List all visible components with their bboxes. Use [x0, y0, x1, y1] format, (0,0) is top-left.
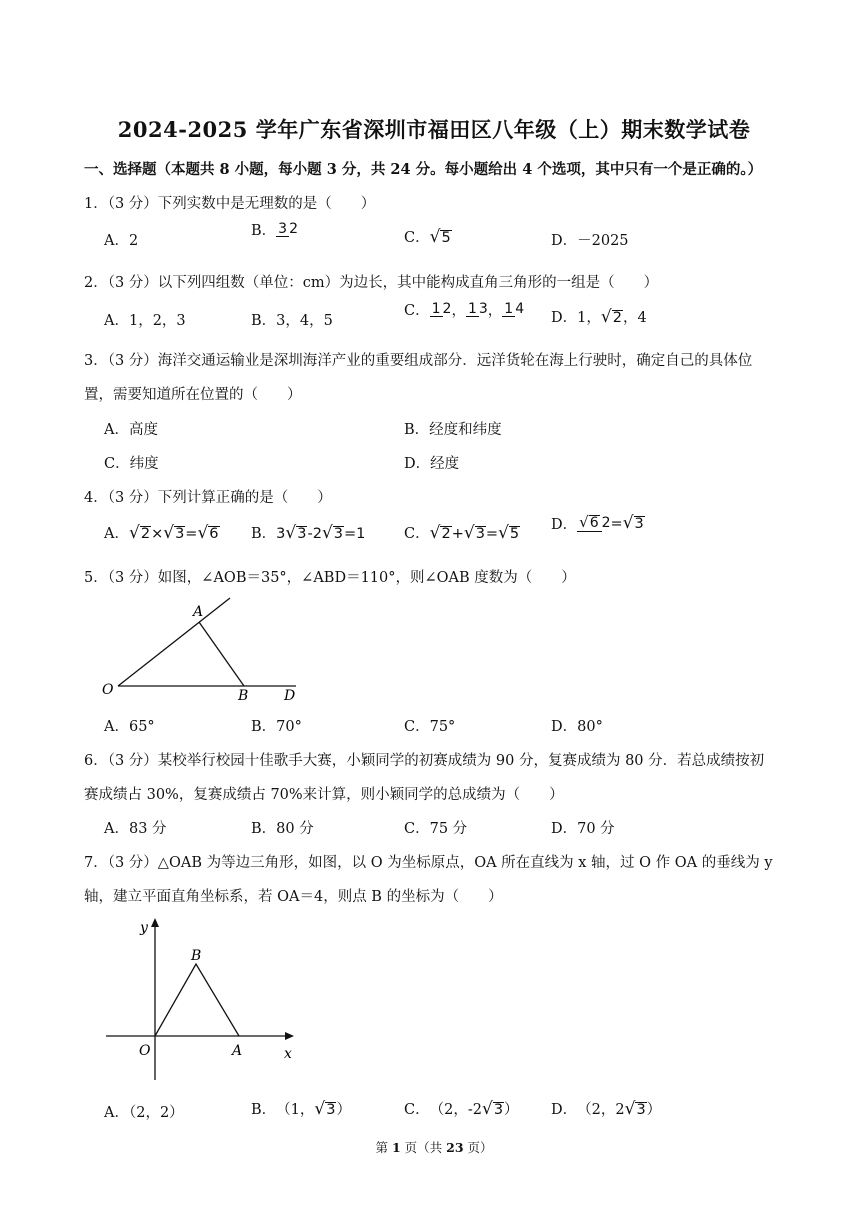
q2-option-a: A．1，2，3: [104, 313, 186, 329]
q1-option-c: C．√5: [404, 227, 451, 247]
q5-label-d: D: [284, 688, 296, 704]
q7-label-o: O: [139, 1043, 151, 1059]
q4-option-b: B．3√3-2√3=1: [251, 523, 366, 543]
q7-option-b: B．（1，√3）: [251, 1099, 351, 1119]
q5-label-b: B: [238, 688, 249, 704]
q6-option-a: A．83 分: [104, 821, 167, 837]
q6-option-d: D．70 分: [551, 821, 615, 837]
q7-option-c: C．（2，-2√3）: [404, 1099, 519, 1119]
page-title: 2024-2025 学年广东省深圳市福田区八年级（上）期末数学试卷: [117, 117, 751, 142]
q5-option-c: C．75°: [404, 719, 456, 735]
q1-option-d: D．－2025: [551, 233, 629, 249]
q1-option-a: A．2: [104, 233, 139, 249]
q7-label-y: y: [140, 920, 148, 936]
question-1-stem: 1．（3 分）下列实数中是无理数的是（ ）: [84, 196, 376, 212]
q1-option-b: B． 3 2: [251, 220, 298, 239]
question-2-stem: 2．（3 分）以下列四组数（单位：cm）为边长，其中能构成直角三角形的一组是（ ）: [84, 275, 659, 291]
q5-label-o: O: [102, 682, 114, 698]
q5-option-b: B．70°: [251, 719, 302, 735]
question-3-stem-line2: 置，需要知道所在位置的（ ）: [84, 387, 302, 403]
page-total: 23: [446, 1140, 464, 1155]
q5-segment-ab: [199, 622, 244, 686]
q3-option-d: D．经度: [404, 456, 460, 472]
q2-option-c: C． 1 2， 1 3， 1 4: [404, 300, 525, 319]
q5-option-d: D．80°: [551, 719, 603, 735]
q7-y-arrow: [151, 918, 159, 927]
q2-option-d: D．1，√2，4: [551, 307, 647, 327]
q4-option-a: A．√2×√3=√6: [104, 523, 219, 543]
section-heading: 一、选择题（本题共 8 小题，每小题 3 分，共 24 分。每小题给出 4 个选项，其中只有一个是正确的。）: [84, 161, 763, 178]
q3-option-b: B．经度和纬度: [404, 422, 502, 438]
q6-option-b: B．80 分: [251, 821, 314, 837]
q2-option-b: B．3，4，5: [251, 313, 333, 329]
q3-option-a: A．高度: [104, 422, 158, 438]
q7-option-a: A．（2，2）: [104, 1105, 184, 1121]
q7-triangle: [155, 964, 239, 1036]
q5-figure: [96, 594, 306, 706]
q5-option-a: A．65°: [104, 719, 155, 735]
q5-label-a: A: [193, 604, 204, 620]
q6-option-c: C．75 分: [404, 821, 468, 837]
question-3-stem-line1: 3．（3 分）海洋交通运输业是深圳海洋产业的重要组成部分．远洋货轮在海上行驶时，确定自己的具体位: [84, 353, 753, 369]
q7-label-x: x: [284, 1046, 292, 1062]
q7-label-b: B: [191, 948, 202, 964]
q7-option-d: D．（2，2√3）: [551, 1099, 662, 1119]
q7-figure: [100, 918, 300, 1083]
q4-option-d: D． √6 2=√3: [551, 512, 644, 533]
question-7-stem-line1: 7．（3 分）△OAB 为等边三角形，如图，以 O 为坐标原点，OA 所在直线为 x 轴，过 O 作 OA 的垂线为 y: [84, 855, 773, 871]
page-footer: 第 1 页（共 23 页）: [375, 1140, 493, 1155]
question-5-stem: 5．（3 分）如图，∠AOB＝35°，∠ABD＝110°，则∠OAB 度数为（ ）: [84, 570, 576, 586]
page-number: 1: [391, 1140, 401, 1155]
q3-option-c: C．纬度: [104, 456, 159, 472]
question-7-stem-line2: 轴，建立平面直角坐标系，若 OA＝4，则点 B 的坐标为（ ）: [84, 889, 503, 905]
q7-x-arrow: [285, 1032, 294, 1040]
q4-option-c: C．√2+√3=√5: [404, 523, 520, 543]
question-6-stem-line2: 赛成绩占 30%，复赛成绩占 70%来计算，则小颖同学的总成绩为（ ）: [84, 787, 564, 803]
question-6-stem-line1: 6．（3 分）某校举行校园十佳歌手大赛，小颖同学的初赛成绩为 90 分，复赛成绩为 80 分．若总成绩按初: [84, 753, 765, 769]
q7-label-a: A: [232, 1043, 243, 1059]
question-4-stem: 4．（3 分）下列计算正确的是（ ）: [84, 490, 332, 506]
